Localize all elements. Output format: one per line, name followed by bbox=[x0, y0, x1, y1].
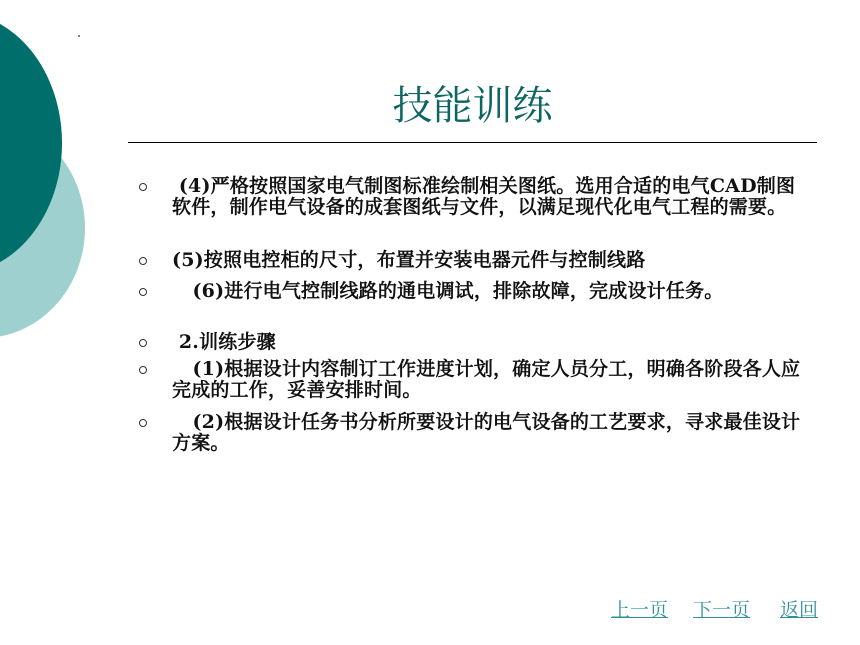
circle-bullet-icon bbox=[139, 183, 147, 191]
slide-title: 技能训练 bbox=[392, 83, 553, 129]
next-page-link[interactable]: 下一页 bbox=[693, 599, 751, 621]
circle-bullet-icon bbox=[139, 257, 147, 265]
bullet-text: (2)根据设计任务书分析所要设计的电气设备的工艺要求，寻求最佳设计方案。 bbox=[172, 411, 801, 454]
decorative-dot bbox=[78, 35, 80, 37]
circle-bullet-icon bbox=[139, 419, 147, 427]
bullet-text: (4)严格按照国家电气制图标准绘制相关图纸。选用合适的电气CAD制图软件，制作电气设备的成套图纸与文件，以满足现代化电气工程的需要。 bbox=[172, 175, 796, 218]
circle-bullet-icon bbox=[139, 288, 147, 296]
bullet-text: 2.训练步骤 bbox=[172, 331, 276, 353]
circle-bullet-icon bbox=[139, 339, 147, 347]
circle-bullet-icon bbox=[139, 366, 147, 374]
bullet-text: (6)进行电气控制线路的通电调试，排除故障，完成设计任务。 bbox=[172, 280, 724, 302]
bullet-text: (5)按照电控柜的尺寸，布置并安装电器元件与控制线路 bbox=[172, 249, 646, 271]
bullet-text: (1)根据设计内容制订工作进度计划，确定人员分工，明确各阶段各人应完成的工作，妥善安排时间。 bbox=[172, 358, 801, 401]
title-divider bbox=[128, 142, 817, 143]
back-link[interactable]: 返回 bbox=[780, 599, 819, 621]
prev-page-link[interactable]: 上一页 bbox=[611, 599, 669, 621]
